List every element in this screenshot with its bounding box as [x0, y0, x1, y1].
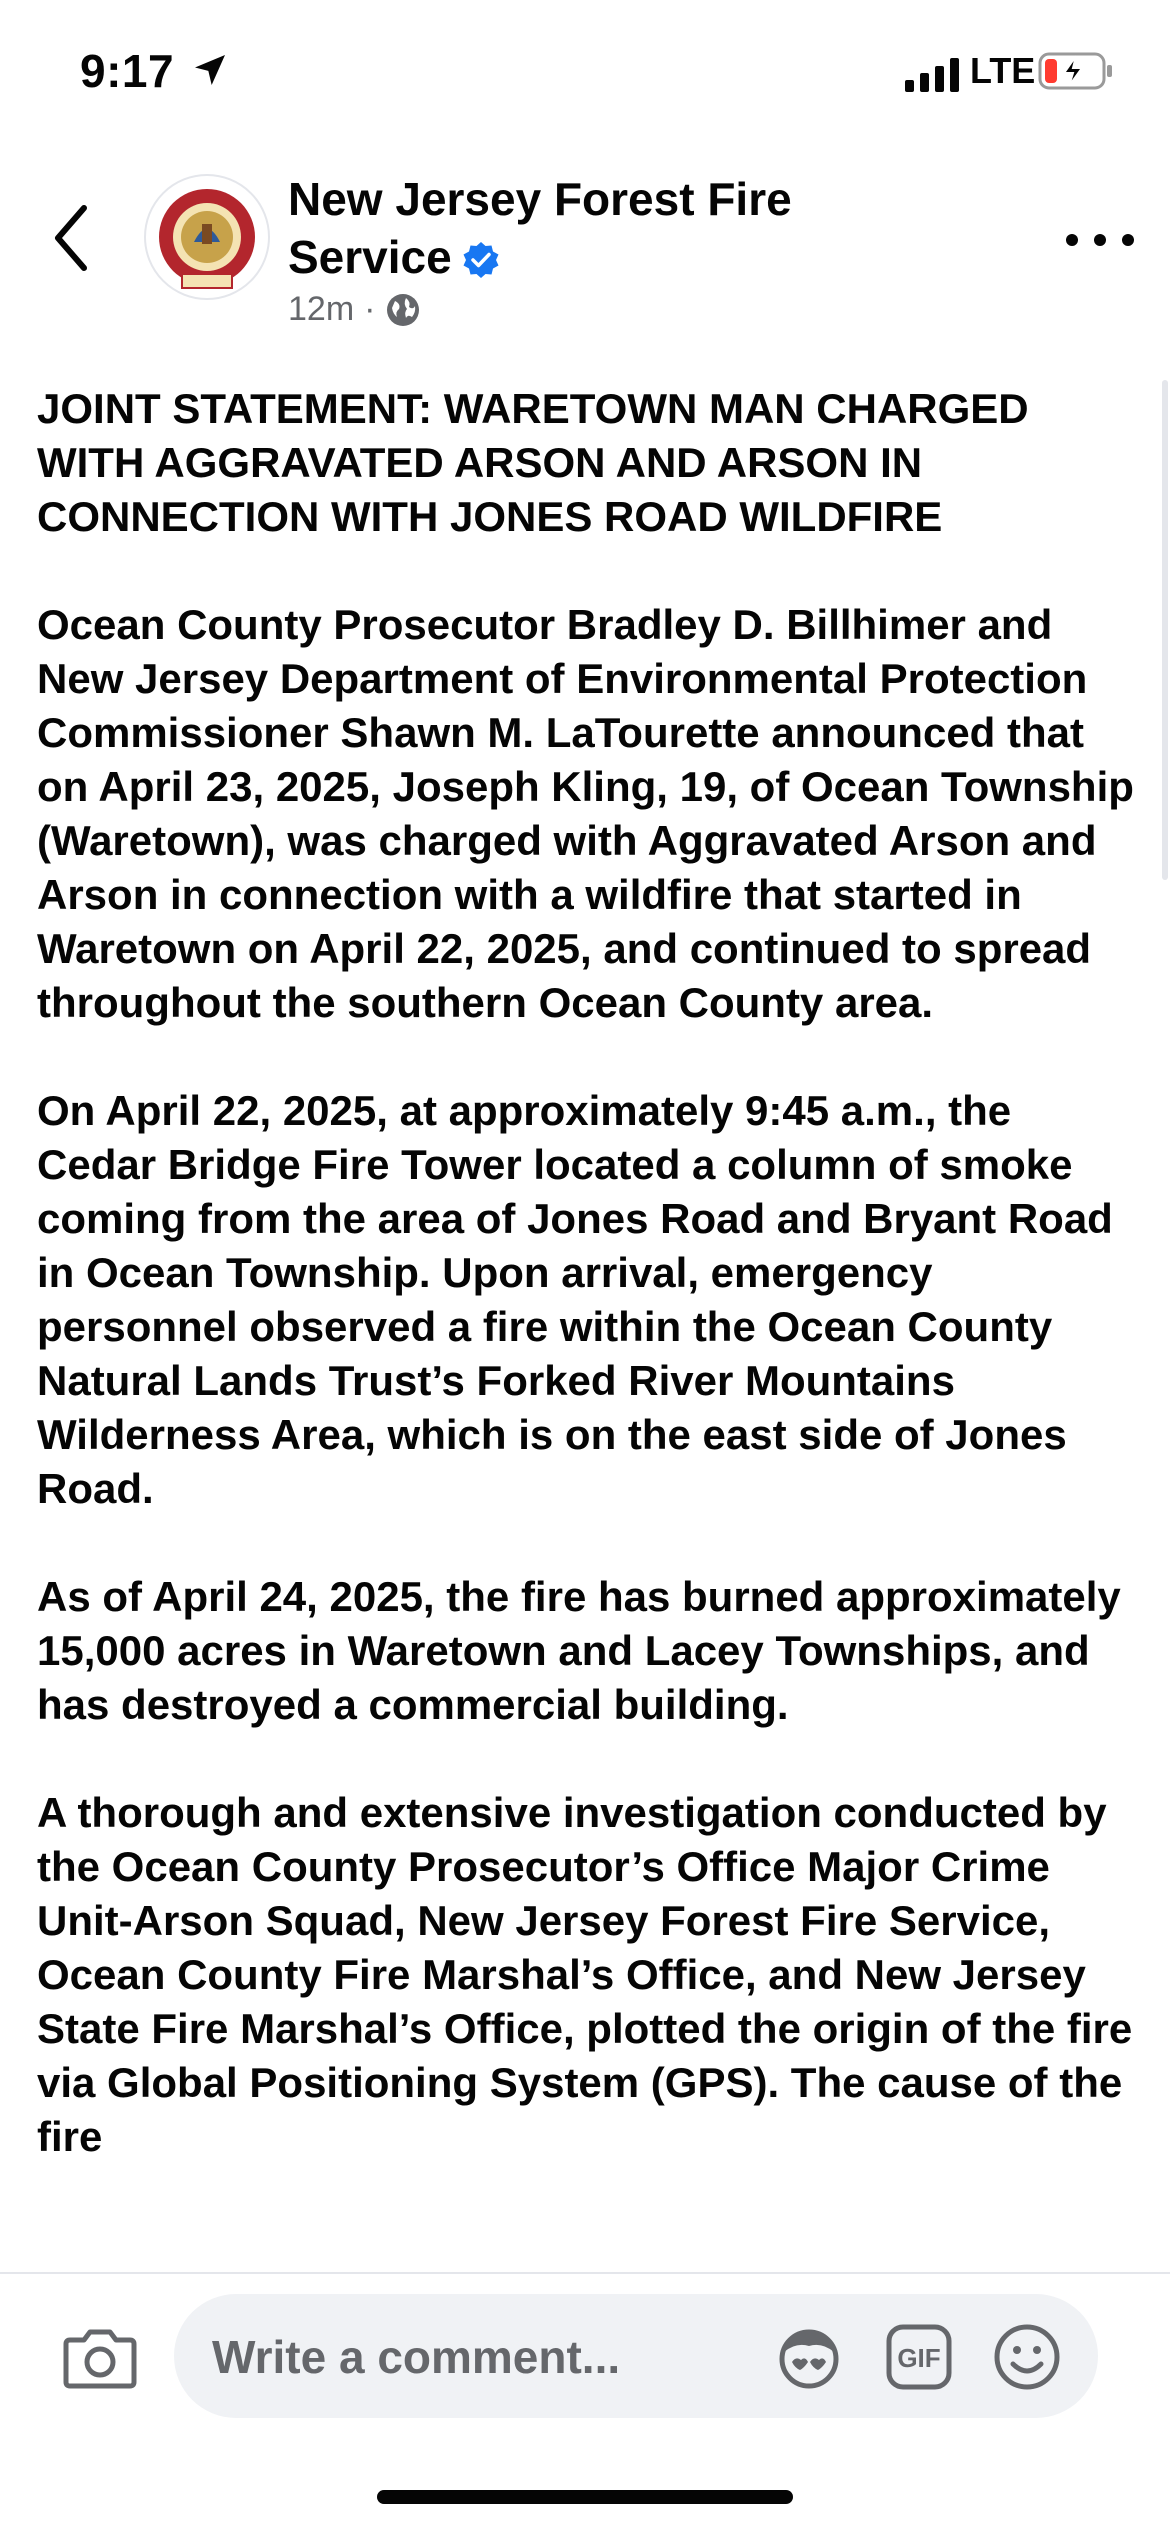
avatar-sticker-icon[interactable]	[774, 2322, 844, 2392]
post-headline: JOINT STATEMENT: WARETOWN MAN CHARGED WITH AGGRAVATED ARSON AND ARSON IN CONNECTION WITH JONES ROAD WILDFIRE	[37, 385, 1029, 540]
post-paragraph: A thorough and extensive investigation conducted by the Ocean County Prosecutor’s Office Major Crime Unit-Arson Squad, New Jersey Forest Fire Service, Ocean County Fire Marshal’s Office, and New Jersey State Fire Marshal’s Office, plotted the origin of the fire via Global Positioning System (GPS). The cause of the fire	[37, 1789, 1133, 2160]
status-time: 9:17	[80, 45, 175, 97]
network-type: LTE	[970, 50, 1036, 91]
gif-icon[interactable]	[886, 2324, 952, 2390]
comment-placeholder: Write a comment...	[212, 2331, 621, 2383]
status-bar	[0, 0, 1170, 150]
post-time[interactable]: 12m	[288, 290, 355, 328]
post-body	[37, 382, 1137, 2272]
page-name-text: New Jersey Forest Fire Service	[288, 173, 792, 283]
page-avatar[interactable]	[144, 174, 270, 300]
verified-badge-icon	[462, 241, 500, 279]
location-arrow-icon	[190, 50, 230, 90]
scrollbar[interactable]	[1162, 380, 1168, 880]
post-paragraph: On April 22, 2025, at approximately 9:45 a.m., the Cedar Bridge Fire Tower located a column of smoke coming from the area of Jones Road and Bryant Road in Ocean Township. Upon arrival, emergency personnel observed a fire within the Ocean County Natural Lands Trust’s Forked River Mountains Wilderness Area, which is on the east side of Jones Road.	[37, 1087, 1113, 1512]
emoji-icon[interactable]	[992, 2322, 1062, 2392]
page-name[interactable]	[288, 170, 888, 286]
cellular-signal-icon	[905, 58, 961, 92]
comment-input[interactable]	[174, 2294, 1098, 2418]
post-meta	[288, 290, 421, 329]
battery-charging-icon	[1038, 52, 1114, 90]
more-options-icon[interactable]	[1060, 220, 1140, 260]
camera-icon[interactable]	[62, 2326, 138, 2390]
post-paragraph: As of April 24, 2025, the fire has burned approximately 15,000 acres in Waretown and Lacey Townships, and has destroyed a commercial building.	[37, 1573, 1121, 1728]
post-paragraph: Ocean County Prosecutor Bradley D. Billhimer and New Jersey Department of Environmental Protection Commissioner Shawn M. LaTourette announced that on April 23, 2025, Joseph Kling, 19, of Ocean Township (Waretown), was charged with Aggravated Arson and Arson in connection with a wildfire that started in Waretown on April 22, 2025, and continued to spread throughout the southern Ocean County area.	[37, 601, 1134, 1026]
post-header	[0, 160, 1170, 350]
forest-fire-seal-icon	[146, 176, 268, 298]
home-indicator[interactable]	[377, 2490, 793, 2504]
back-chevron-icon[interactable]	[44, 198, 100, 278]
public-globe-icon	[385, 292, 421, 328]
gif-label: GIF	[897, 2343, 941, 2373]
meta-separator: ·	[364, 290, 376, 328]
